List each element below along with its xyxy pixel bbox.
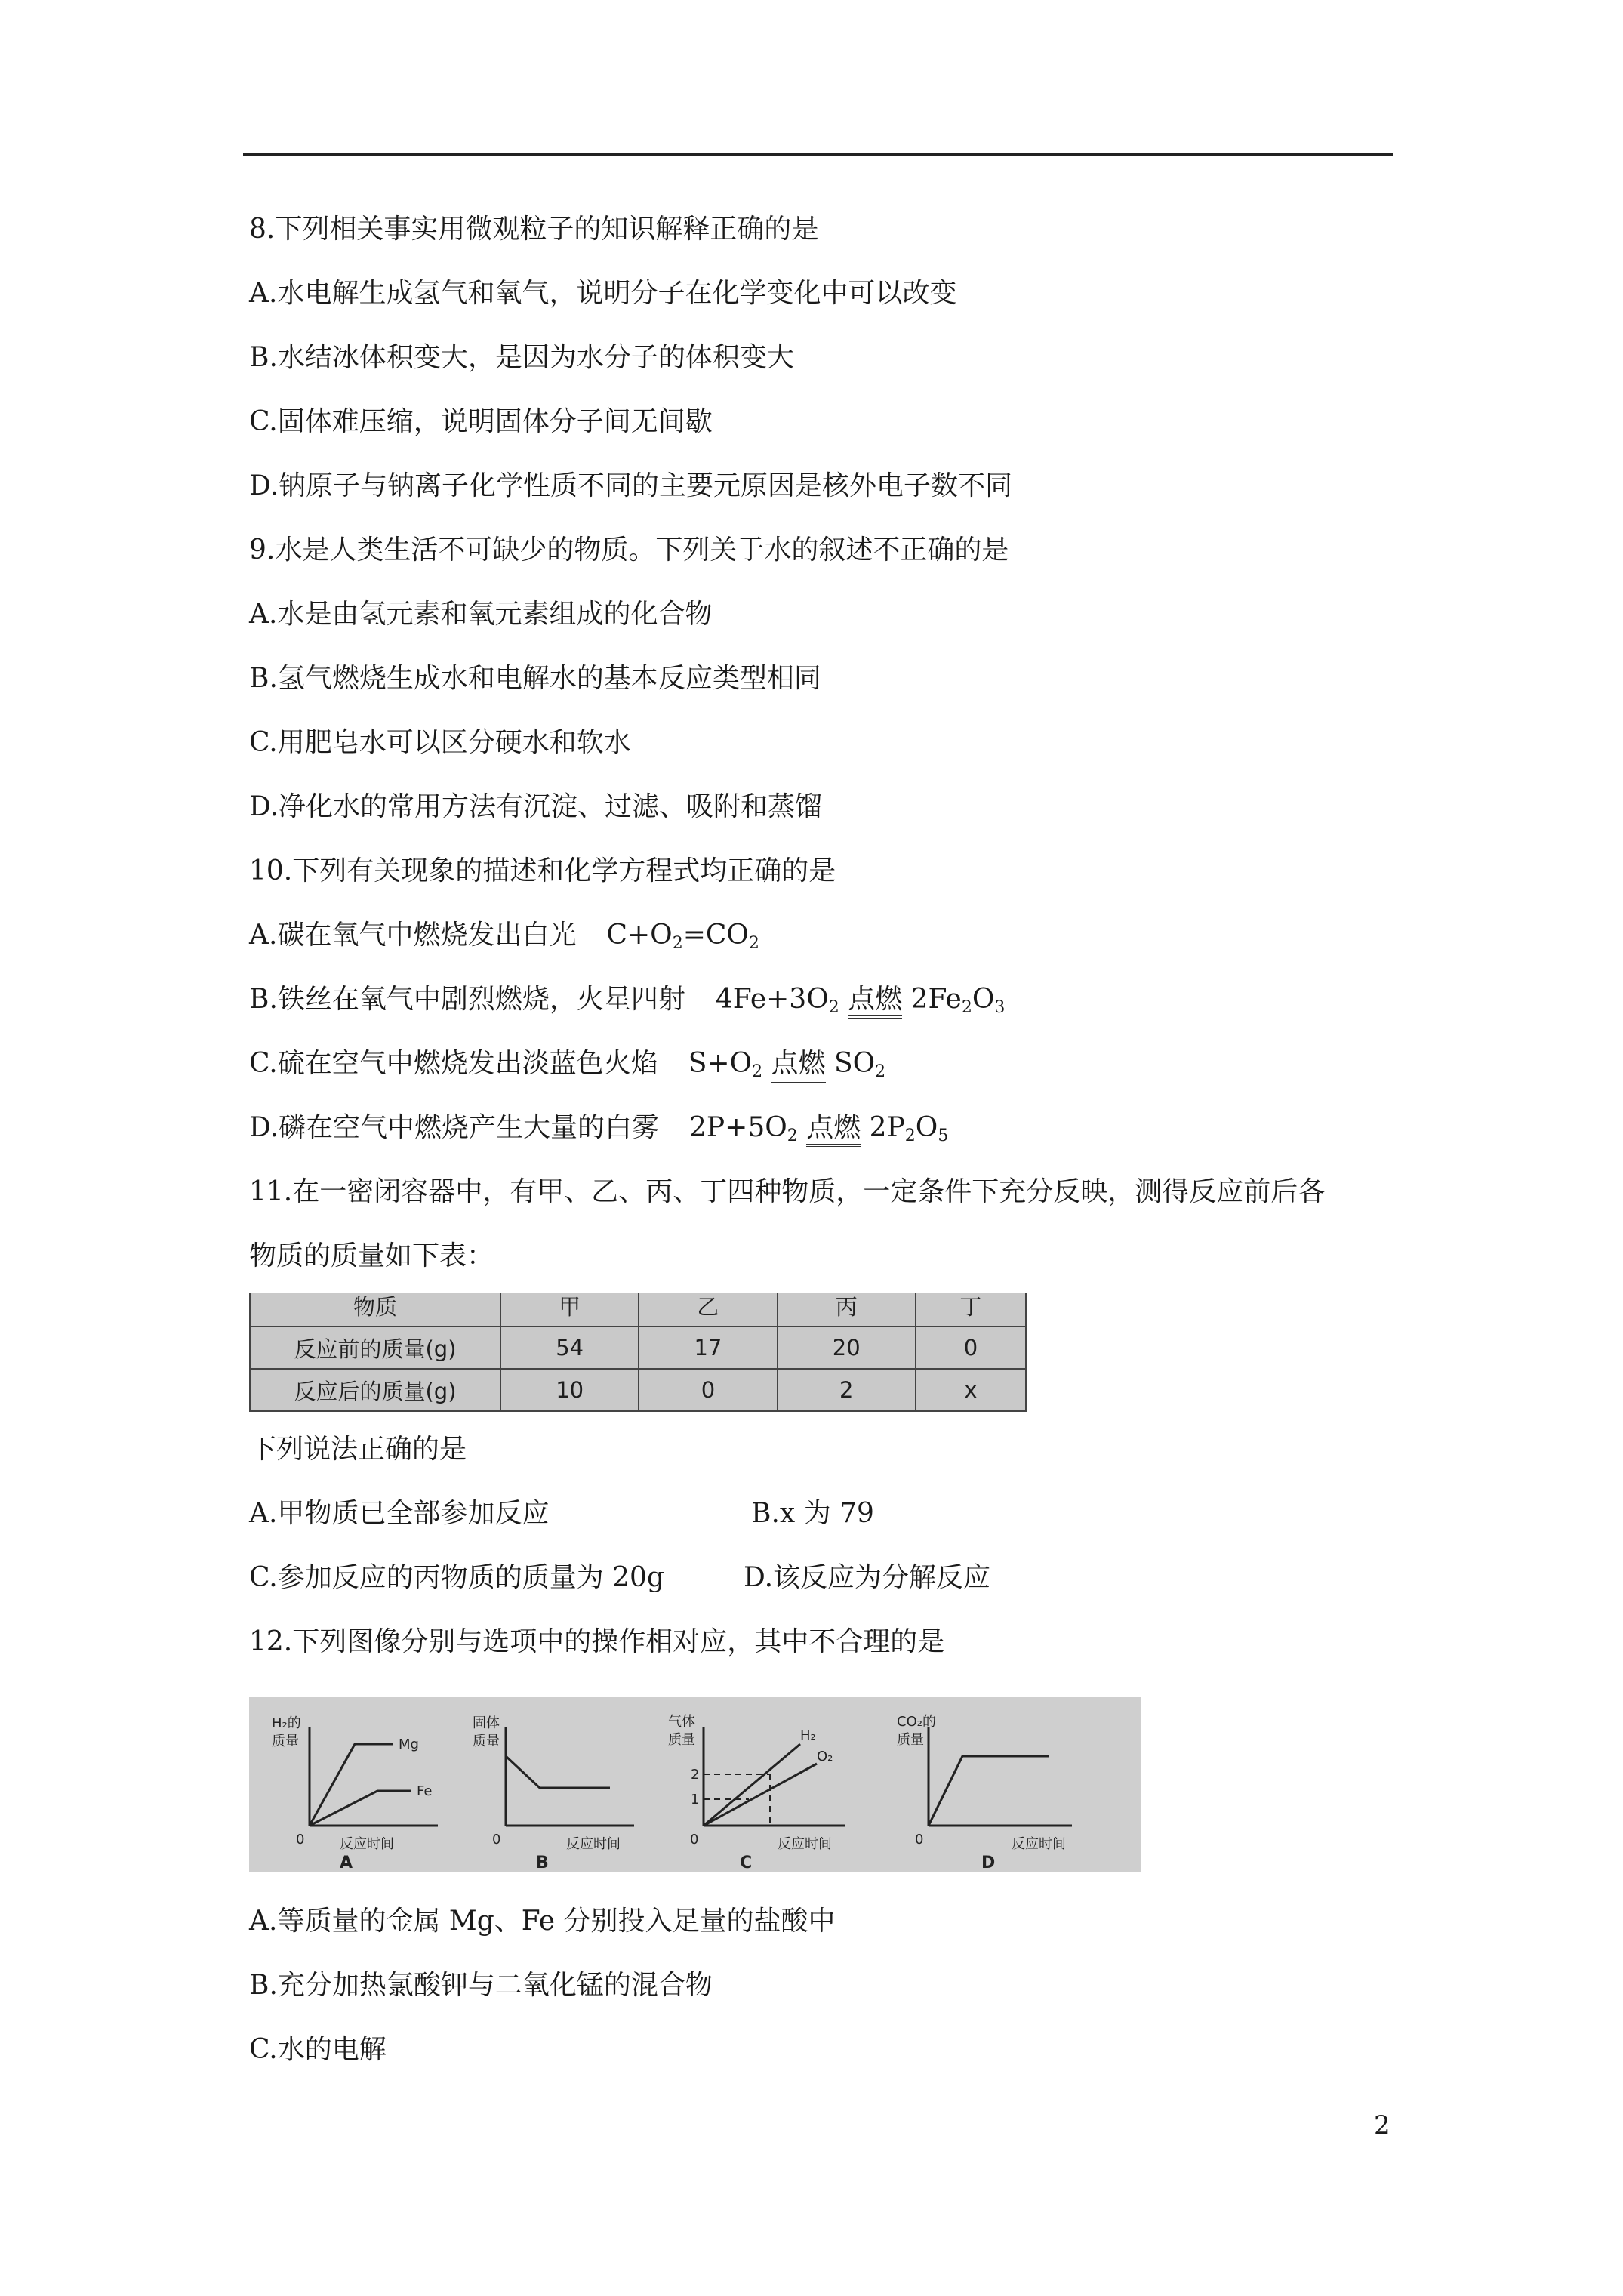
graph-b-origin: 0: [492, 1832, 501, 1848]
q10-option-b-equation: $4Fe+3O_2$ 点燃 $2Fe_2O_3$: [715, 984, 1006, 1017]
table-row: [250, 1327, 1026, 1369]
graph-a-caption: A: [340, 1854, 353, 1872]
graph-c-ylabel2: 质量: [668, 1732, 695, 1748]
graph-d-origin: 0: [915, 1832, 924, 1848]
table-cell: 20: [778, 1327, 916, 1369]
graph-c-o2-label: O₂: [817, 1749, 833, 1764]
table-cell: x: [916, 1369, 1026, 1411]
table-cell: 反应后的质量(g): [250, 1369, 500, 1411]
reaction-condition: 点燃: [848, 984, 902, 1019]
table-header-cell: 丁: [916, 1293, 1026, 1327]
q12-option-a: A.等质量的金属 Mg、Fe 分别投入足量的盐酸中: [249, 1906, 836, 1937]
table-cell: 反应前的质量(g): [250, 1327, 500, 1369]
q10-option-a-text: A.碳在氧气中燃烧发出白光: [249, 920, 577, 951]
graph-a-mg-line: [310, 1744, 393, 1826]
q11-stem-line2: 物质的质量如下表：: [249, 1240, 494, 1271]
graph-c-caption: C: [740, 1854, 753, 1872]
graph-a-ylabel1: H₂的: [272, 1715, 301, 1731]
q8-stem: 8.下列相关事实用微观粒子的知识解释正确的是: [249, 214, 819, 245]
graph-a-mg-label: Mg: [399, 1737, 419, 1752]
q8-option-d: D.钠原子与钠离子化学性质不同的主要元原因是核外电子数不同: [249, 470, 1013, 501]
table-cell: 17: [639, 1327, 777, 1369]
q10-option-b-text: B.铁丝在氧气中剧烈燃烧，火星四射: [249, 984, 685, 1015]
graph-c-ylabel1: 气体: [668, 1714, 695, 1730]
table-cell: 0: [639, 1369, 777, 1411]
graph-b-caption: B: [536, 1854, 549, 1872]
table-cell: 54: [500, 1327, 639, 1369]
table-header-cell: 丙: [778, 1293, 916, 1327]
q10-option-d-equation: $2P+5O_2$ 点燃 $2P_2O_5$: [689, 1112, 949, 1145]
q10-option-a: [249, 919, 759, 952]
q11-after-table: 下列说法正确的是: [249, 1434, 467, 1465]
graph-a-ylabel2: 质量: [272, 1734, 299, 1749]
graph-c-xlabel: 反应时间: [778, 1836, 832, 1852]
q8-option-c: C.固体难压缩，说明固体分子间无间歇: [249, 406, 713, 437]
graph-c-o2-line: [704, 1764, 817, 1826]
graph-c-origin: 0: [690, 1832, 699, 1848]
graphs-svg: [249, 1697, 1141, 1872]
graph-c-tick-2: 2: [691, 1767, 700, 1783]
table-row: [250, 1369, 1026, 1411]
q11-option-b: B.x 为 79: [751, 1498, 874, 1529]
q11-stem-line1: 11.在一密闭容器中，有甲、乙、丙、丁四种物质，一定条件下充分反映，测得反应前后各: [249, 1176, 1326, 1207]
graph-b-ylabel2: 质量: [473, 1734, 500, 1749]
table-cell: 2: [778, 1369, 916, 1411]
q12-stem: 12.下列图像分别与选项中的操作相对应，其中不合理的是: [249, 1626, 945, 1657]
graph-c-tick-1: 1: [691, 1792, 700, 1808]
graph-a-fe-label: Fe: [417, 1783, 433, 1799]
graph-d-line: [929, 1756, 1049, 1826]
graph-d-ylabel2: 质量: [897, 1732, 924, 1748]
mass-table: [249, 1293, 1027, 1412]
graph-b-ylabel1: 固体: [473, 1715, 500, 1731]
q10-option-c-equation: $S+O_2$ 点燃 $SO_2$: [688, 1048, 886, 1081]
graphs-image: [249, 1697, 1141, 1872]
q9-stem: 9.水是人类生活不可缺少的物质。下列关于水的叙述不正确的是: [249, 535, 1009, 566]
table-header-cell: 甲: [500, 1293, 639, 1327]
q9-option-d: D.净化水的常用方法有沉淀、过滤、吸附和蒸馏: [249, 791, 823, 822]
graph-d-ylabel1: CO₂的: [897, 1714, 936, 1730]
reaction-condition: 点燃: [806, 1112, 861, 1147]
q12-option-c: C.水的电解: [249, 2034, 387, 2065]
q10-stem: 10.下列有关现象的描述和化学方程式均正确的是: [249, 855, 836, 886]
graph-a-origin: 0: [296, 1832, 305, 1848]
q11-option-d: D.该反应为分解反应: [744, 1562, 991, 1593]
q10-option-d: [249, 1111, 948, 1145]
graph-b-xlabel: 反应时间: [566, 1836, 621, 1852]
table-cell: 0: [916, 1327, 1026, 1369]
graph-a-xlabel: 反应时间: [340, 1836, 394, 1852]
table-header-cell: 物质: [250, 1293, 500, 1327]
q10-option-c-text: C.硫在空气中燃烧发出淡蓝色火焰: [249, 1048, 658, 1079]
q11-option-a: A.甲物质已全部参加反应: [249, 1498, 550, 1529]
graph-d-caption: D: [981, 1854, 996, 1872]
q9-option-a: A.水是由氢元素和氧元素组成的化合物: [249, 599, 713, 630]
mass-table-image: [249, 1293, 1027, 1412]
q9-option-c: C.用肥皂水可以区分硬水和软水: [249, 727, 631, 758]
graph-d-xlabel: 反应时间: [1012, 1836, 1066, 1852]
graph-c-h2-line: [704, 1744, 800, 1826]
table-cell: 10: [500, 1369, 639, 1411]
graph-c-h2-label: H₂: [800, 1727, 816, 1743]
graph-b-line: [506, 1756, 610, 1788]
header-rule: [243, 153, 1393, 156]
q8-option-b: B.水结冰体积变大，是因为水分子的体积变大: [249, 342, 794, 373]
page-number: 2: [1374, 2110, 1390, 2140]
q10-option-a-equation: $C+O_2=CO_2$: [606, 920, 759, 953]
q12-option-b: B.充分加热氯酸钾与二氧化锰的混合物: [249, 1970, 713, 2001]
table-header-row: [250, 1293, 1026, 1327]
q8-option-a: A.水电解生成氢气和氧气，说明分子在化学变化中可以改变: [249, 278, 957, 309]
table-header-cell: 乙: [639, 1293, 777, 1327]
q10-option-d-text: D.磷在空气中燃烧产生大量的白雾: [249, 1112, 660, 1143]
q9-option-b: B.氢气燃烧生成水和电解水的基本反应类型相同: [249, 663, 821, 694]
reaction-condition: 点燃: [771, 1048, 826, 1083]
q11-option-c: C.参加反应的丙物质的质量为 20g: [249, 1562, 665, 1593]
q10-option-b: [249, 983, 1005, 1016]
q10-option-c: [249, 1047, 885, 1080]
